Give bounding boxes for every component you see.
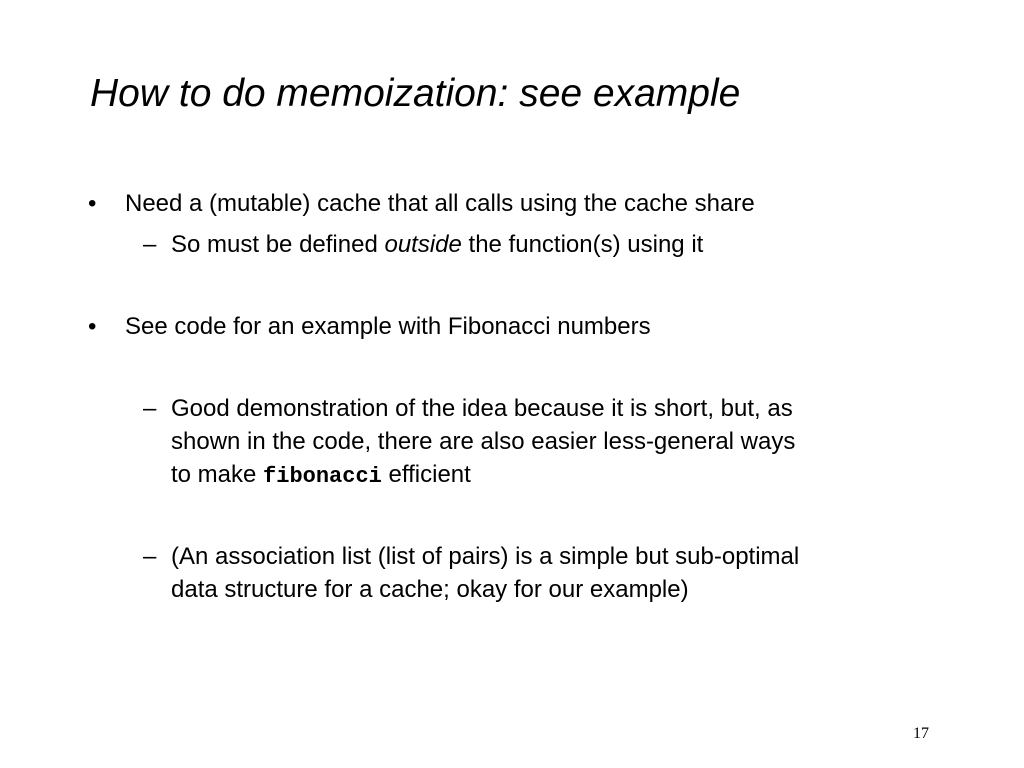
- sub-bullet-1-1-after: the function(s) using it: [461, 231, 704, 258]
- sub-bullet-2-1-before: to make: [171, 461, 264, 488]
- sub-bullet-2-1-line-3: [171, 459, 471, 493]
- sub-bullet-1-1-before: So must be defined: [171, 231, 385, 258]
- sub-bullet-2-1-line-2: shown in the code, there are also easier less-general ways: [171, 428, 796, 455]
- sub-bullet-2-1-line-1: Good demonstration of the idea because it is short, but, as: [171, 395, 793, 422]
- sub-bullet-1-1-text: [171, 229, 703, 261]
- sub-bullet-2-2-line-2: data structure for a cache; okay for our example): [171, 576, 689, 603]
- bullet-2-text: See code for an example with Fibonacci numbers: [125, 313, 651, 340]
- bullet-marker: •: [88, 313, 97, 340]
- slide-title: How to do memoization: see example: [90, 72, 741, 115]
- code-fibonacci: fibonacci: [263, 464, 382, 489]
- sub-bullet-2-1-after: efficient: [381, 461, 471, 488]
- dash-marker: –: [143, 395, 157, 422]
- bullet-marker: •: [88, 190, 97, 217]
- dash-marker: –: [143, 543, 157, 570]
- dash-marker: –: [143, 231, 157, 258]
- sub-bullet-2-2-line-1: (An association list (list of pairs) is a simple but sub-optimal: [171, 543, 800, 570]
- sub-bullet-1-1-emphasis: outside: [384, 231, 462, 258]
- bullet-1-text: Need a (mutable) cache that all calls using the cache share: [125, 190, 755, 217]
- page-number: 17: [913, 725, 929, 742]
